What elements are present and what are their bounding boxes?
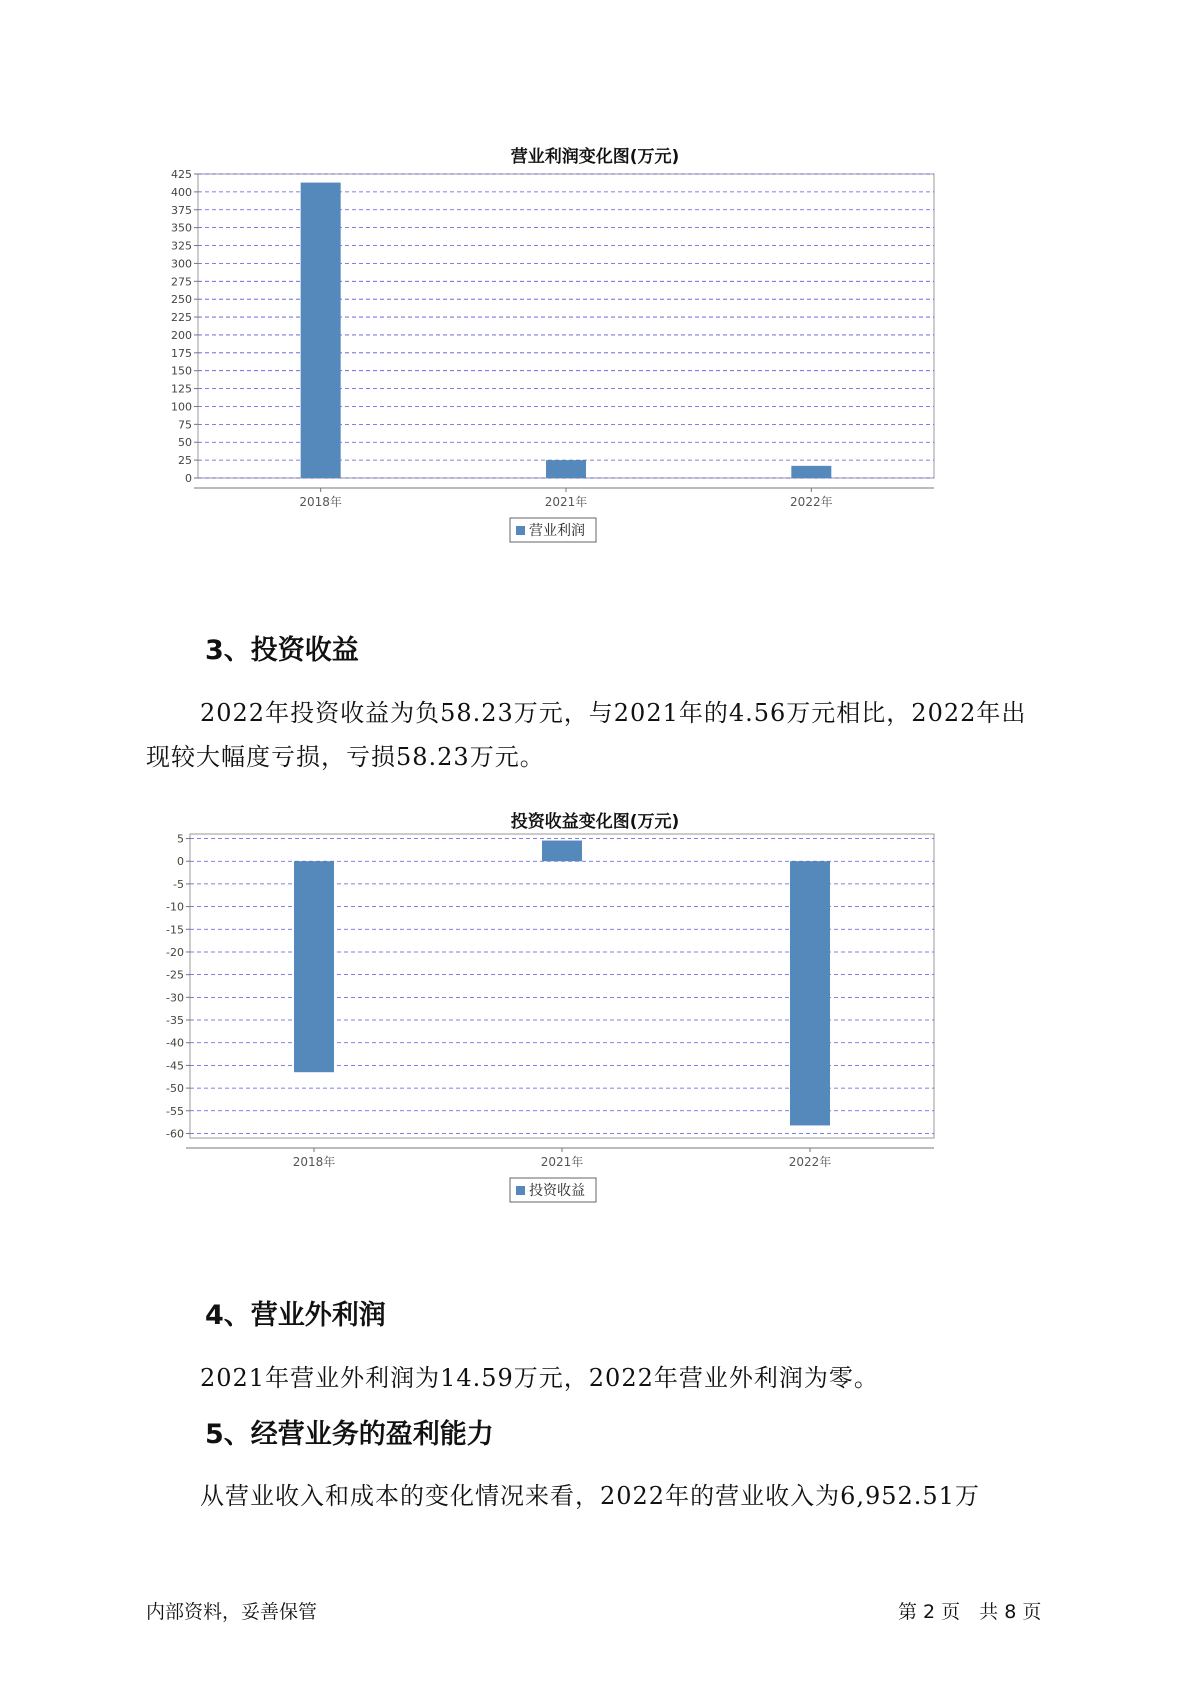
y-tick-label: 25: [178, 454, 192, 468]
paragraph-line: 从营业收入和成本的变化情况来看，2022年的营业收入为6,952.51万: [200, 1482, 980, 1510]
y-tick-label: -5: [173, 877, 184, 891]
y-tick-label: -50: [166, 1082, 184, 1096]
y-tick-label: 250: [171, 293, 192, 307]
legend-swatch: [516, 526, 525, 535]
operating-profit-chart-svg: [150, 168, 1040, 573]
section-heading-non-operating-profit: 4、营业外利润: [205, 1300, 386, 1331]
y-tick-label: -45: [166, 1059, 184, 1073]
bar: [542, 841, 582, 862]
y-tick-label: -60: [166, 1127, 184, 1141]
bar: [301, 183, 341, 478]
legend-label: 投资收益: [529, 1183, 585, 1199]
x-tick-label: 2018年: [292, 1155, 336, 1169]
y-tick-label: -35: [166, 1014, 184, 1028]
section-heading-investment-income: 3、投资收益: [205, 635, 359, 666]
y-tick-label: 75: [178, 418, 192, 432]
y-tick-label: 225: [171, 311, 192, 325]
y-tick-label: -10: [166, 900, 184, 914]
bar: [790, 861, 830, 1125]
y-tick-label: 400: [171, 185, 192, 199]
footer-confidential-note: 内部资料，妥善保管: [146, 1601, 318, 1623]
y-tick-label: 150: [171, 364, 192, 378]
y-tick-label: -55: [166, 1104, 184, 1118]
x-tick-label: 2018年: [299, 495, 342, 509]
x-tick-label: 2022年: [790, 495, 833, 509]
y-tick-label: 425: [171, 168, 192, 181]
section-heading-profitability: 5、经营业务的盈利能力: [205, 1419, 494, 1450]
y-tick-label: 50: [178, 436, 192, 450]
y-tick-label: -15: [166, 923, 184, 937]
chart-title: 投资收益变化图(万元): [510, 812, 680, 832]
y-tick-label: 0: [177, 855, 184, 869]
x-tick-label: 2022年: [788, 1155, 832, 1169]
y-tick-label: -25: [166, 968, 184, 982]
y-tick-label: 325: [171, 239, 192, 253]
y-tick-label: 275: [171, 275, 192, 289]
y-tick-label: 125: [171, 382, 192, 396]
y-tick-label: 350: [171, 221, 192, 235]
bar: [791, 466, 831, 478]
x-tick-label: 2021年: [540, 1155, 584, 1169]
paragraph-line: 2022年投资收益为负58.23万元，与2021年的4.56万元相比，2022年出: [200, 699, 1027, 727]
y-tick-label: 175: [171, 346, 192, 360]
investment-income-chart: [150, 805, 1040, 1255]
y-tick-label: 300: [171, 257, 192, 271]
bar: [546, 460, 586, 478]
paragraph-line: 2021年营业外利润为14.59万元，2022年营业外利润为零。: [200, 1364, 879, 1392]
paragraph-line: 现较大幅度亏损，亏损58.23万元。: [146, 743, 545, 771]
investment-income-chart-svg: [150, 830, 1040, 1250]
y-tick-label: 0: [185, 472, 192, 485]
y-tick-label: -20: [166, 945, 184, 959]
legend-label: 营业利润: [529, 523, 585, 539]
x-tick-label: 2021年: [544, 495, 588, 509]
chart-title: 营业利润变化图(万元): [510, 147, 680, 167]
y-tick-label: 200: [171, 328, 192, 342]
operating-profit-chart: [150, 140, 1040, 550]
y-tick-label: 375: [171, 203, 192, 217]
footer-page-number: 第 2 页 共 8 页: [898, 1601, 1042, 1623]
bar: [294, 861, 334, 1072]
y-tick-label: -40: [166, 1036, 184, 1050]
y-tick-label: 100: [171, 400, 192, 414]
legend-swatch: [516, 1186, 525, 1195]
y-tick-label: -30: [166, 991, 184, 1005]
y-tick-label: 5: [177, 832, 184, 846]
